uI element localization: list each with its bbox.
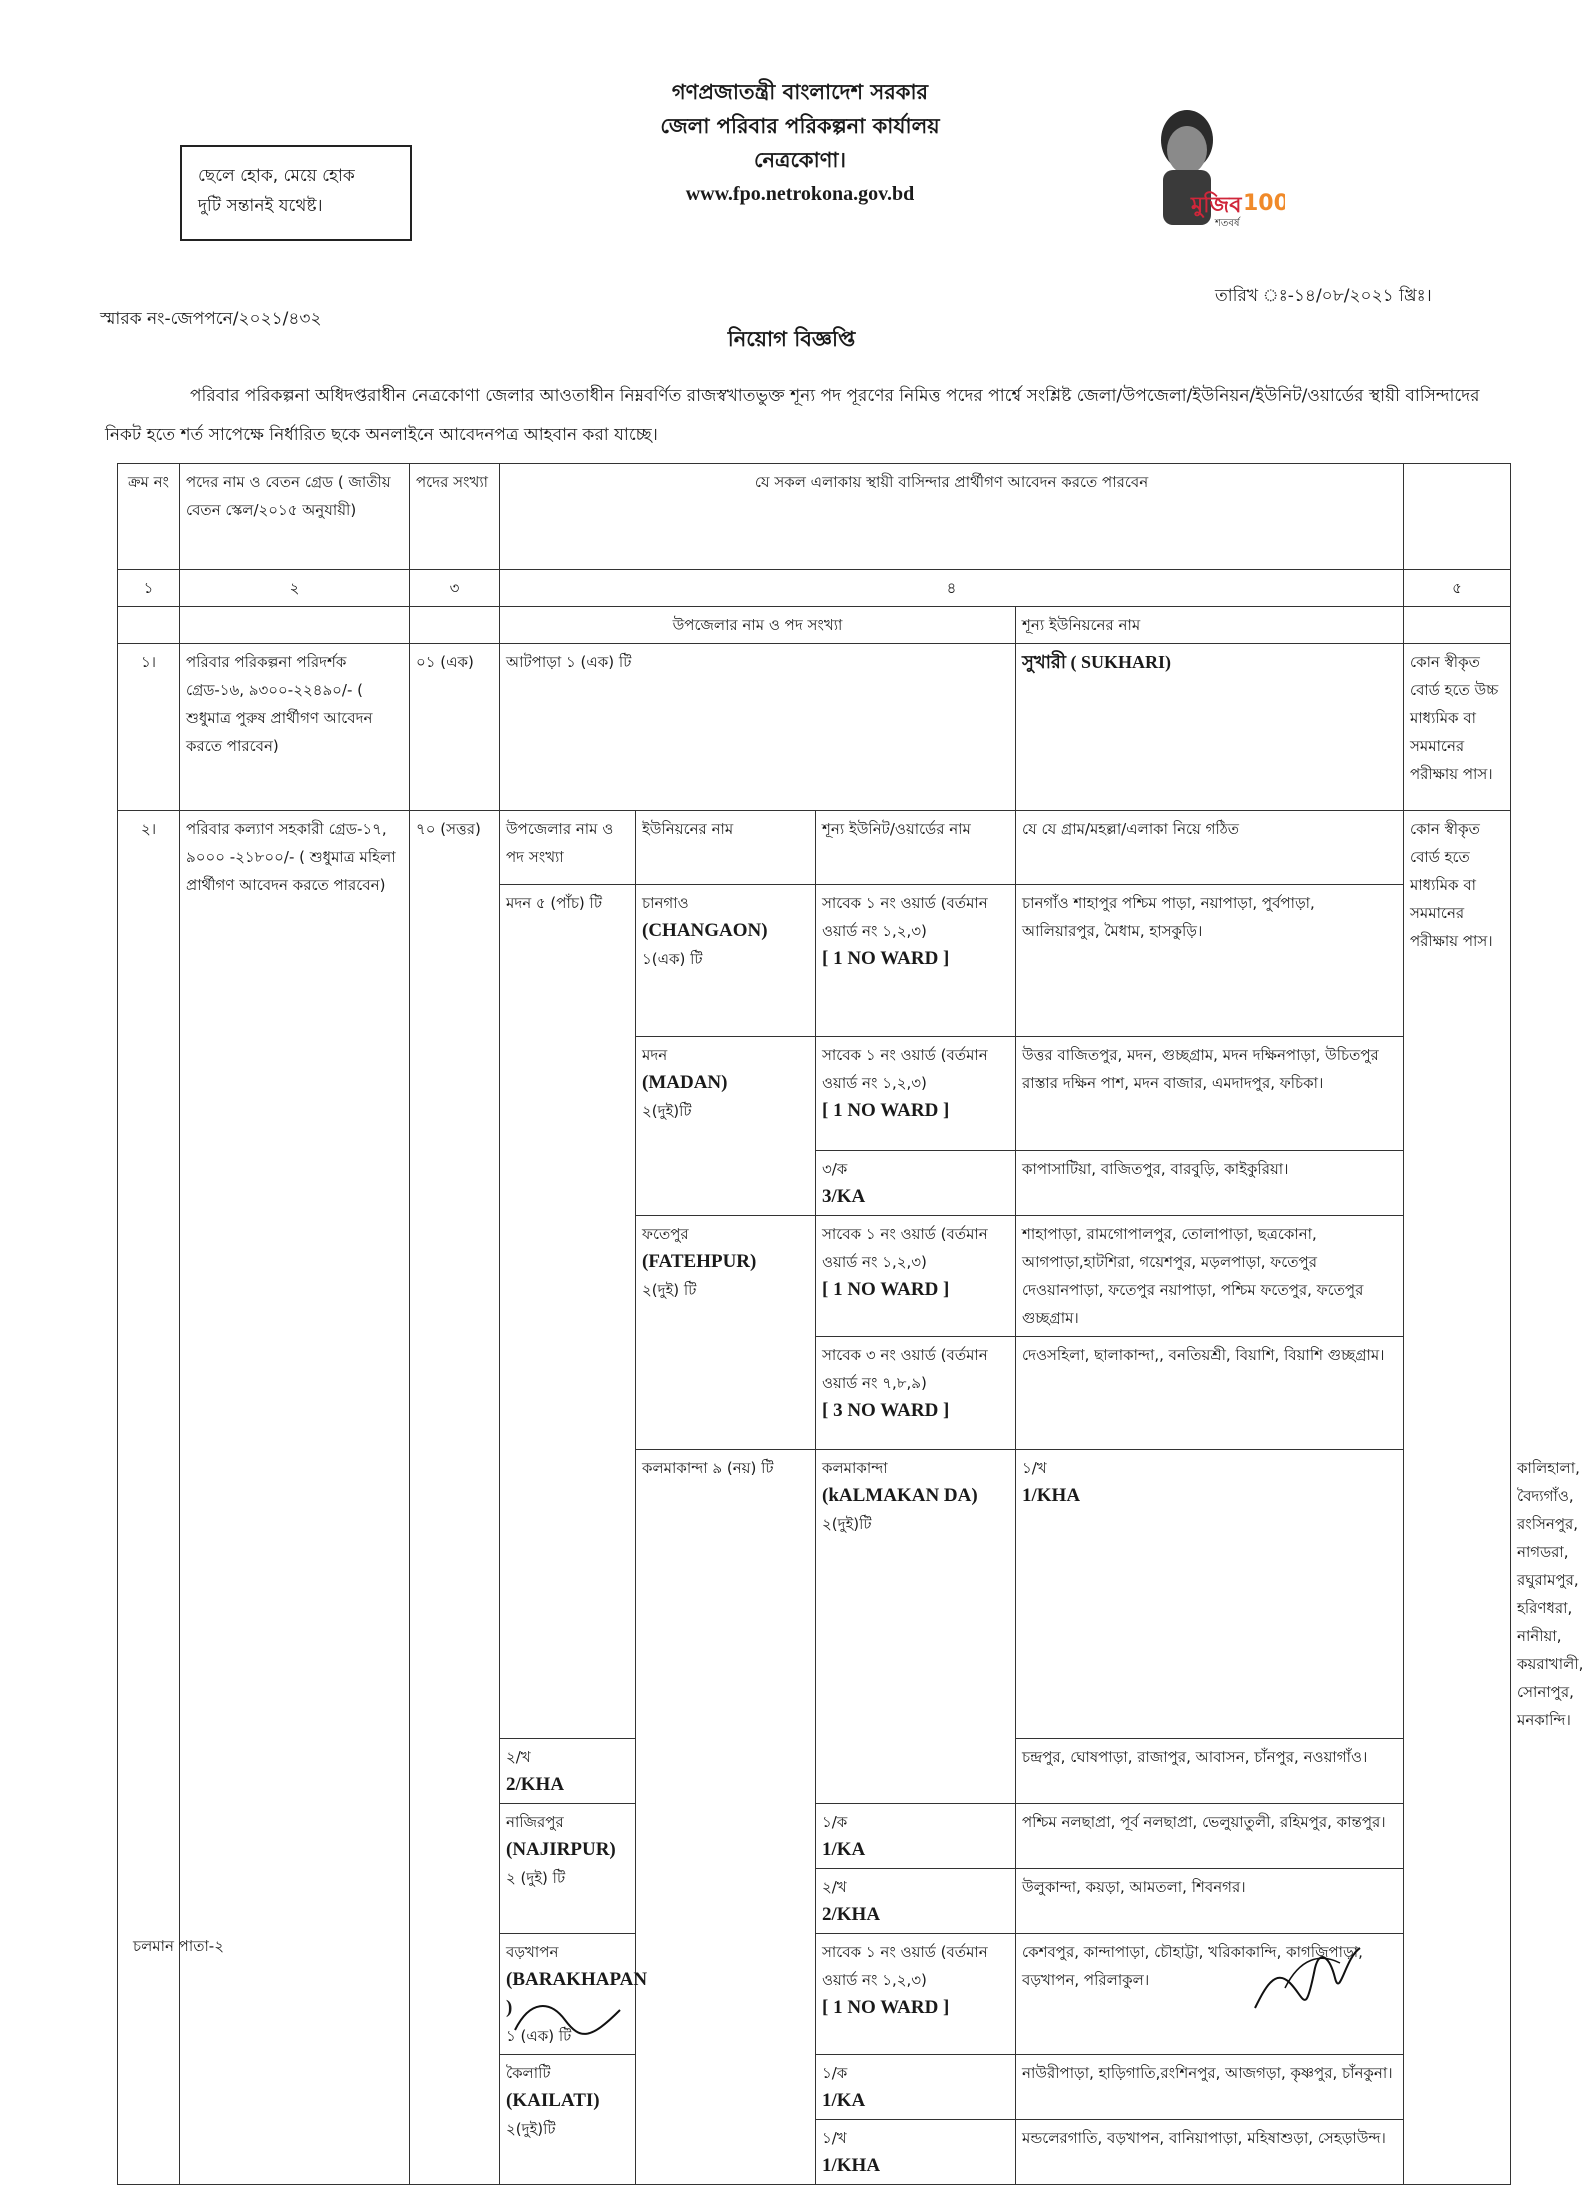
subheader-row xyxy=(118,607,1511,644)
row2-header-villages: যে যে গ্রাম/মহল্লা/এলাকা নিয়ে গঠিত xyxy=(1016,811,1404,885)
madan-union xyxy=(636,1037,816,1216)
barakhapan-ward xyxy=(816,1934,1016,2055)
fatehpur-ward-2 xyxy=(816,1337,1016,1450)
najirpur-ward-1 xyxy=(816,1804,1016,1869)
barakhapan-ward-en: [ 1 NO WARD ] xyxy=(822,1997,950,2018)
kalmakanda-bn: কলমাকান্দা xyxy=(822,1459,888,1477)
row1-union: সুখারী ( SUKHARI) xyxy=(1016,644,1404,811)
fatehpur-ward1-en: [ 1 NO WARD ] xyxy=(822,1279,950,1300)
changaon-ward-en: [ 1 NO WARD ] xyxy=(822,948,950,969)
changaon-union xyxy=(636,885,816,1037)
vacancy-table xyxy=(117,463,1583,2185)
kalmakanda-union xyxy=(816,1450,1016,1804)
slogan-line-1: ছেলে হোক, মেয়ে হোক xyxy=(198,166,355,186)
kailati-ward-1 xyxy=(816,2055,1016,2120)
fatehpur-ward2-en: [ 3 NO WARD ] xyxy=(822,1400,950,1421)
najirpur-villages-2: উলুকান্দা, কয়ড়া, আমতলা, শিবনগর। xyxy=(1016,1869,1404,1934)
row2-post: পরিবার কল্যাণ সহকারী গ্রেড-১৭, ৯০০০ -২১৮০০/- ( শুধুমাত্র মহিলা প্রার্থীগণ আবেদন করতে পারবেন) xyxy=(180,811,410,2185)
fatehpur-ward2-bn: সাবেক ৩ নং ওয়ার্ড (বর্তমান ওয়ার্ড নং ৭,৮,৯) xyxy=(822,1346,988,1392)
kailati-villages-2: মন্ডলেরগাতি, বড়খাপন, বানিয়াপাড়া, মহিষাশুড়া, সেহড়াউন্দ। xyxy=(1016,2120,1404,2185)
barakhapan-bn: বড়খাপন xyxy=(506,1943,559,1961)
district-name: নেত্রকোণা। xyxy=(753,148,846,172)
column-number-row xyxy=(118,570,1511,607)
najirpur-ward2-bn: ২/খ xyxy=(822,1878,847,1896)
najirpur-villages-1: পশ্চিম নলছাপ্রা, পূর্ব নলছাপ্রা, ভেলুয়াতুলী, রহিমপুর, কান্তপুর। xyxy=(1016,1804,1404,1869)
madan-bn: মদন xyxy=(642,1046,668,1064)
row1-serial: ১। xyxy=(118,644,180,811)
changaon-en: (CHANGAON) xyxy=(642,920,768,941)
notice-title: নিয়োগ বিজ্ঞপ্তি xyxy=(727,327,856,351)
fatehpur-count: ২(দুই) টি xyxy=(642,1281,697,1299)
row1-count: ০১ (এক) xyxy=(410,644,500,811)
header-serial: ক্রম নং xyxy=(118,464,180,570)
col-num-2: ২ xyxy=(180,570,410,607)
changaon-bn: চানগাও xyxy=(642,894,689,912)
row2-header-ward: শূন্য ইউনিট/ওয়ার্ডের নাম xyxy=(816,811,1016,885)
initials-icon xyxy=(510,1990,630,2048)
kailati-ward-2 xyxy=(816,2120,1016,2185)
kalmakanda-upazila: কলমাকান্দা ৯ (নয়) টি xyxy=(636,1450,816,2185)
table-row xyxy=(118,644,1511,811)
row1-upazila: আটপাড়া ১ (এক) টি xyxy=(500,644,1016,811)
signature-icon xyxy=(1245,1928,1375,2028)
kalmakanda-count: ২(দুই)টি xyxy=(822,1515,872,1533)
kailati-ward1-en: 1/KA xyxy=(822,2090,866,2111)
table-row: কলমাকান্দা ৯ (নয়) টি কলমাকান্দা (kALMAKAN DA) ২(দুই)টি ১/খ 1/KHA কালিহালা, বৈদ্যগাঁও, রংসিনপুর, নাগডরা, রঘুরামপুর, হরিণধরা, নানীয়া, কয়রাখালী, সোনাপুর, মনকান্দি। xyxy=(118,1450,1511,1739)
logo-small-text: শতবর্ষ xyxy=(1215,218,1240,229)
fatehpur-en: (FATEHPUR) xyxy=(642,1251,757,1272)
kailati-union xyxy=(500,2055,636,2185)
kalmakanda-villages-2: চন্দ্রপুর, ঘোষপাড়া, রাজাপুর, আবাসন, চাঁনপুর, নওয়াগাঁও। xyxy=(1016,1739,1404,1804)
mujib-portrait-icon xyxy=(1125,100,1285,230)
row2-count: ৭০ (সত্তর) xyxy=(410,811,500,2185)
notice-intro: পরিবার পরিকল্পনা অধিদপ্তরাধীন নেত্রকোণা জেলার আওতাধীন নিম্নবর্ণিত রাজস্বখাতভুক্ত শূন্য পদ পূরণের নিমিত্ত পদের পার্শ্বে সংশ্লিষ্ট জেলা/উপজেলা/ইউনিয়ন/ইউনিট/ওয়ার্ডের স্থায়ী বাসিন্দাদের নিকট হতে শর্ত সাপেক্ষে নির্ধারিত ছকে অনলাইনে আবেদনপত্র আহবান করা যাচ্ছে। xyxy=(105,386,1480,445)
kailati-ward1-bn: ১/ক xyxy=(822,2064,848,2082)
subheader-upazila: উপজেলার নাম ও পদ সংখ্যা xyxy=(500,607,1016,644)
header-count: পদের সংখ্যা xyxy=(410,464,500,570)
fatehpur-union xyxy=(636,1216,816,1450)
changaon-count: ১(এক) টি xyxy=(642,950,703,968)
website-url: www.fpo.netrokona.gov.bd xyxy=(685,183,915,205)
najirpur-union xyxy=(500,1804,636,1934)
row1-post: পরিবার পরিকল্পনা পরিদর্শক গ্রেড-১৬, ৯৩০০-২২৪৯০/- ( শুধুমাত্র পুরুষ প্রার্থীগণ আবেদন করতে পারবেন) xyxy=(180,644,410,811)
najirpur-en: (NAJIRPUR) xyxy=(506,1839,616,1860)
mujib-centenary-logo xyxy=(1125,100,1285,230)
madan-ward-2 xyxy=(816,1151,1016,1216)
kailati-bn: কৈলাটি xyxy=(506,2064,551,2082)
row2-qualification: কোন স্বীকৃত বোর্ড হতে মাধ্যমিক বা সমমানের পরীক্ষায় পাস। xyxy=(1404,811,1511,2185)
col-num-4: ৪ xyxy=(500,570,1404,607)
madan-villages-2: কাপাসাটিয়া, বাজিতপুর, বারবুড়ি, কাইকুরিয়া। xyxy=(1016,1151,1404,1216)
kailati-count: ২(দুই)টি xyxy=(506,2120,556,2138)
barakhapan-count: ১ (এক) টি xyxy=(506,2027,572,2045)
madan-ward-1 xyxy=(816,1037,1016,1151)
office-header xyxy=(560,75,1040,211)
madan-en: (MADAN) xyxy=(642,1072,728,1093)
table-header-row xyxy=(118,464,1511,570)
kalmakanda-en: (kALMAKAN DA) xyxy=(822,1485,978,1506)
najirpur-ward2-en: 2/KHA xyxy=(822,1904,881,1925)
notice-date: তারিখ ঃ-১৪/০৮/২০২১ খ্রিঃ। xyxy=(1215,286,1432,306)
slogan-line-2: দুটি সন্তানই যথেষ্ট। xyxy=(198,196,323,216)
slogan-box xyxy=(180,145,412,241)
fatehpur-villages-1: শাহাপাড়া, রামগোপালপুর, তোলাপাড়া, ছত্রকোনা, আগপাড়া,হাটশিরা, গয়েশপুর, মড়লপাড়া, ফতেপুর দেওয়ানপাড়া, ফতেপুর নয়াপাড়া, পশ্চিম ফতেপুর, ফতেপুর গুচ্ছগ্রাম। xyxy=(1016,1216,1404,1337)
continued-page-note: চলমান পাতা-২ xyxy=(133,1937,224,1955)
najirpur-count: ২ (দুই) টি xyxy=(506,1869,566,1887)
kailati-villages-1: নাউরীপাড়া, হাড়িগাতি,রংশিনপুর, আজগড়া, কৃষ্ণপুর, চাঁনকুনা। xyxy=(1016,2055,1404,2120)
madan-ward1-en: [ 1 NO WARD ] xyxy=(822,1100,950,1121)
najirpur-ward1-bn: ১/ক xyxy=(822,1813,848,1831)
govt-name: গণপ্রজাতন্ত্রী বাংলাদেশ সরকার xyxy=(671,80,929,104)
kalmakanda-ward-2 xyxy=(500,1739,636,1804)
kalmakanda-ward-1 xyxy=(1016,1450,1404,1739)
barakhapan-villages: কেশবপুর, কান্দাপাড়া, চৌহাট্টা, খরিকাকান্দি, কাগজিপাড়া, বড়খাপন, পরিলাকুল। xyxy=(1016,1934,1404,2055)
fatehpur-villages-2: দেওসহিলা, ছালাকান্দা,, বনতিয়শ্রী, বিয়াশি, বিয়াশি গুচ্ছগ্রাম। xyxy=(1016,1337,1404,1450)
header-area: যে সকল এলাকায় স্থায়ী বাসিন্দার প্রার্থীগণ আবেদন করতে পারবেন xyxy=(500,464,1404,570)
barakhapan-en: (BARAKHAPAN ) xyxy=(506,1969,648,2018)
kailati-en: (KAILATI) xyxy=(506,2090,600,2111)
col-num-3: ৩ xyxy=(410,570,500,607)
row2-serial: ২। xyxy=(118,811,180,2185)
madan-ward2-bn: ৩/ক xyxy=(822,1160,848,1178)
madan-count: ২(দুই)টি xyxy=(642,1102,692,1120)
memo-number: স্মারক নং-জেপপনে/২০২১/৪৩২ xyxy=(100,309,322,329)
office-name: জেলা পরিবার পরিকল্পনা কার্যালয় xyxy=(660,114,940,138)
logo-text: মুজিব xyxy=(1191,193,1242,218)
kailati-ward2-bn: ১/খ xyxy=(822,2129,847,2147)
kalmakanda-ward1-bn: ১/খ xyxy=(1022,1459,1047,1477)
kailati-ward2-en: 1/KHA xyxy=(822,2155,881,2176)
header-blank xyxy=(1404,464,1511,570)
row2-header-union: ইউনিয়নের নাম xyxy=(636,811,816,885)
najirpur-bn: নাজিরপুর xyxy=(506,1813,564,1831)
header-post: পদের নাম ও বেতন গ্রেড ( জাতীয় বেতন স্কেল/২০১৫ অনুযায়ী) xyxy=(180,464,410,570)
col-num-5: ৫ xyxy=(1404,570,1511,607)
barakhapan-ward-bn: সাবেক ১ নং ওয়ার্ড (বর্তমান ওয়ার্ড নং ১,২,৩) xyxy=(822,1943,988,1989)
col-num-1: ১ xyxy=(118,570,180,607)
kalmakanda-ward2-bn: ২/খ xyxy=(506,1748,531,1766)
madan-ward2-en: 3/KA xyxy=(822,1186,866,1207)
changaon-villages: চানগাঁও শাহাপুর পশ্চিম পাড়া, নয়াপাড়া, পুর্বপাড়া, আলিয়ারপুর, মৈধাম, হাসকুড়ি। xyxy=(1016,885,1404,1037)
fatehpur-bn: ফতেপুর xyxy=(642,1225,689,1243)
table-row xyxy=(118,811,1511,885)
najirpur-ward1-en: 1/KA xyxy=(822,1839,866,1860)
fatehpur-ward-1 xyxy=(816,1216,1016,1337)
changaon-ward-bn: সাবেক ১ নং ওয়ার্ড (বর্তমান ওয়ার্ড নং ১,২,৩) xyxy=(822,894,988,940)
changaon-ward xyxy=(816,885,1016,1037)
kalmakanda-ward2-en: 2/KHA xyxy=(506,1774,565,1795)
kalmakanda-ward1-en: 1/KHA xyxy=(1022,1485,1081,1506)
subheader-vacant-union: শূন্য ইউনিয়নের নাম xyxy=(1016,607,1404,644)
row2-header-upazila: উপজেলার নাম ও পদ সংখ্যা xyxy=(500,811,636,885)
madan-villages-1: উত্তর বাজিতপুর, মদন, গুচ্ছগ্রাম, মদন দক্ষিনপাড়া, উচিতপুর রাস্তার দক্ষিন পাশ, মদন বাজার, এমদাদপুর, ফচিকা। xyxy=(1016,1037,1404,1151)
najirpur-ward-2 xyxy=(816,1869,1016,1934)
madan-upazila: মদন ৫ (পাঁচ) টি xyxy=(500,885,636,1739)
logo-number: 100 xyxy=(1243,191,1285,216)
madan-ward1-bn: সাবেক ১ নং ওয়ার্ড (বর্তমান ওয়ার্ড নং ১,২,৩) xyxy=(822,1046,988,1092)
vacancy-table-wrapper xyxy=(117,463,1583,2185)
fatehpur-ward1-bn: সাবেক ১ নং ওয়ার্ড (বর্তমান ওয়ার্ড নং ১,২,৩) xyxy=(822,1225,988,1271)
row1-qualification: কোন স্বীকৃত বোর্ড হতে উচ্চ মাধ্যমিক বা সমমানের পরীক্ষায় পাস। xyxy=(1404,644,1511,811)
